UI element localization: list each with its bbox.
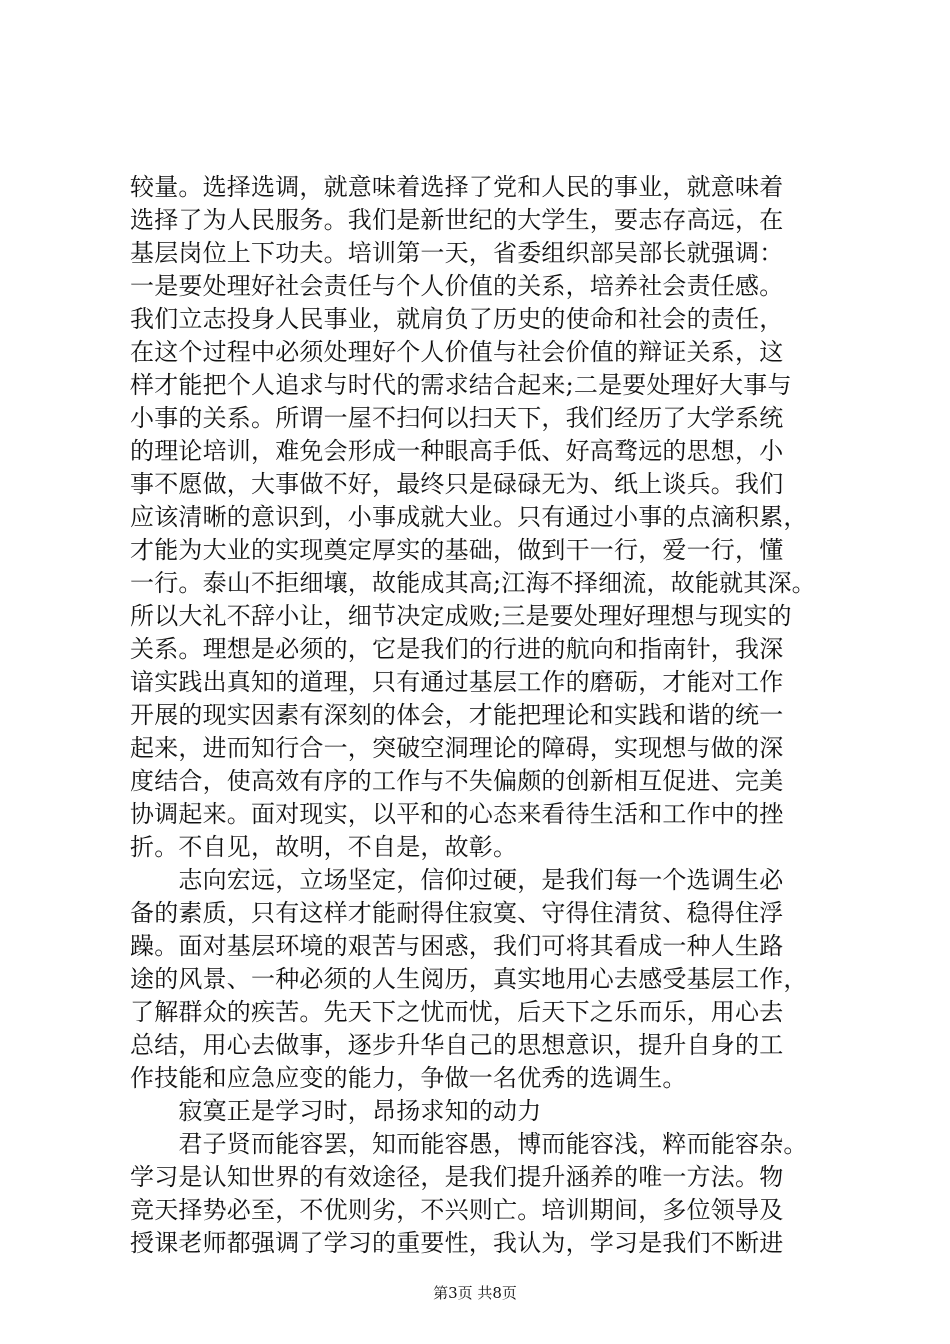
text-line: 一是要处理好社会责任与个人价值的关系，培养社会责任感。: [130, 272, 784, 300]
text-line: 躁。面对基层环境的艰苦与困惑，我们可将其看成一种人生路: [130, 932, 784, 960]
text-line: 君子贤而能容罢，知而能容愚，博而能容浅，粹而能容杂。: [130, 1130, 808, 1158]
text-line: 谙实践出真知的道理，只有通过基层工作的磨砺，才能对工作: [130, 668, 784, 696]
page-footer: 第3页 共8页: [433, 1284, 517, 1302]
text-line: 小事的关系。所谓一屋不扫何以扫天下，我们经历了大学系统: [130, 404, 784, 432]
text-line: 的理论培训，难免会形成一种眼高手低、好高骛远的思想，小: [130, 437, 784, 465]
text-line: 样才能把个人追求与时代的需求结合起来;二是要处理好大事与: [130, 371, 792, 399]
text-line: 折。不自见，故明，不自是，故彰。: [130, 833, 518, 861]
body-text: [130, 171, 836, 1260]
text-line: 总结，用心去做事，逐步升华自己的思想意识，提升自身的工: [130, 1031, 784, 1059]
text-line: 途的风景、一种必须的人生阅历，真实地用心去感受基层工作，: [130, 965, 808, 993]
text-line: 开展的现实因素有深刻的体会，才能把理论和实践和谐的统一: [130, 701, 784, 729]
text-line: 备的素质，只有这样才能耐得住寂寞、守得住清贫、稳得住浮: [130, 899, 784, 927]
text-line: 授课老师都强调了学习的重要性，我认为，学习是我们不断进: [130, 1229, 784, 1257]
text-line: 我们立志投身人民事业，就肩负了历史的使命和社会的责任，: [130, 305, 784, 333]
text-line: 选择了为人民服务。我们是新世纪的大学生，要志存高远，在: [130, 206, 784, 234]
text-line: 竞天择势必至，不优则劣，不兴则亡。培训期间，多位领导及: [130, 1196, 784, 1224]
text-line: 应该清晰的意识到，小事成就大业。只有通过小事的点滴积累，: [130, 503, 808, 531]
text-line: 寂寞正是学习时，昂扬求知的动力: [130, 1097, 542, 1125]
text-line: 学习是认知世界的有效途径，是我们提升涵养的唯一方法。物: [130, 1163, 784, 1191]
text-line: 事不愿做，大事做不好，最终只是碌碌无为、纸上谈兵。我们: [130, 470, 784, 498]
text-line: 较量。选择选调，就意味着选择了党和人民的事业，就意味着: [130, 173, 784, 201]
text-line: 志向宏远，立场坚定，信仰过硬，是我们每一个选调生必: [130, 866, 784, 894]
text-line: 起来，进而知行合一，突破空洞理论的障碍，实现想与做的深: [130, 734, 784, 762]
text-line: 关系。理想是必须的，它是我们的行进的航向和指南针，我深: [130, 635, 784, 663]
text-line: 在这个过程中必须处理好个人价值与社会价值的辩证关系，这: [130, 338, 784, 366]
text-line: 一行。泰山不拒细壤，故能成其高;江海不择细流，故能就其深。: [130, 569, 816, 597]
text-line: 了解群众的疾苦。先天下之忧而忧，后天下之乐而乐，用心去: [130, 998, 784, 1026]
text-line: 协调起来。面对现实，以平和的心态来看待生活和工作中的挫: [130, 800, 784, 828]
text-line: 基层岗位上下功夫。培训第一天，省委组织部吴部长就强调：: [130, 239, 784, 267]
text-line: 作技能和应急应变的能力，争做一名优秀的选调生。: [130, 1064, 687, 1092]
text-line: 所以大礼不辞小让，细节决定成败;三是要处理好理想与现实的: [130, 602, 792, 630]
text-line: 才能为大业的实现奠定厚实的基础，做到干一行，爱一行，懂: [130, 536, 784, 564]
text-line: 度结合，使高效有序的工作与不失偏颇的创新相互促进、完美: [130, 767, 784, 795]
